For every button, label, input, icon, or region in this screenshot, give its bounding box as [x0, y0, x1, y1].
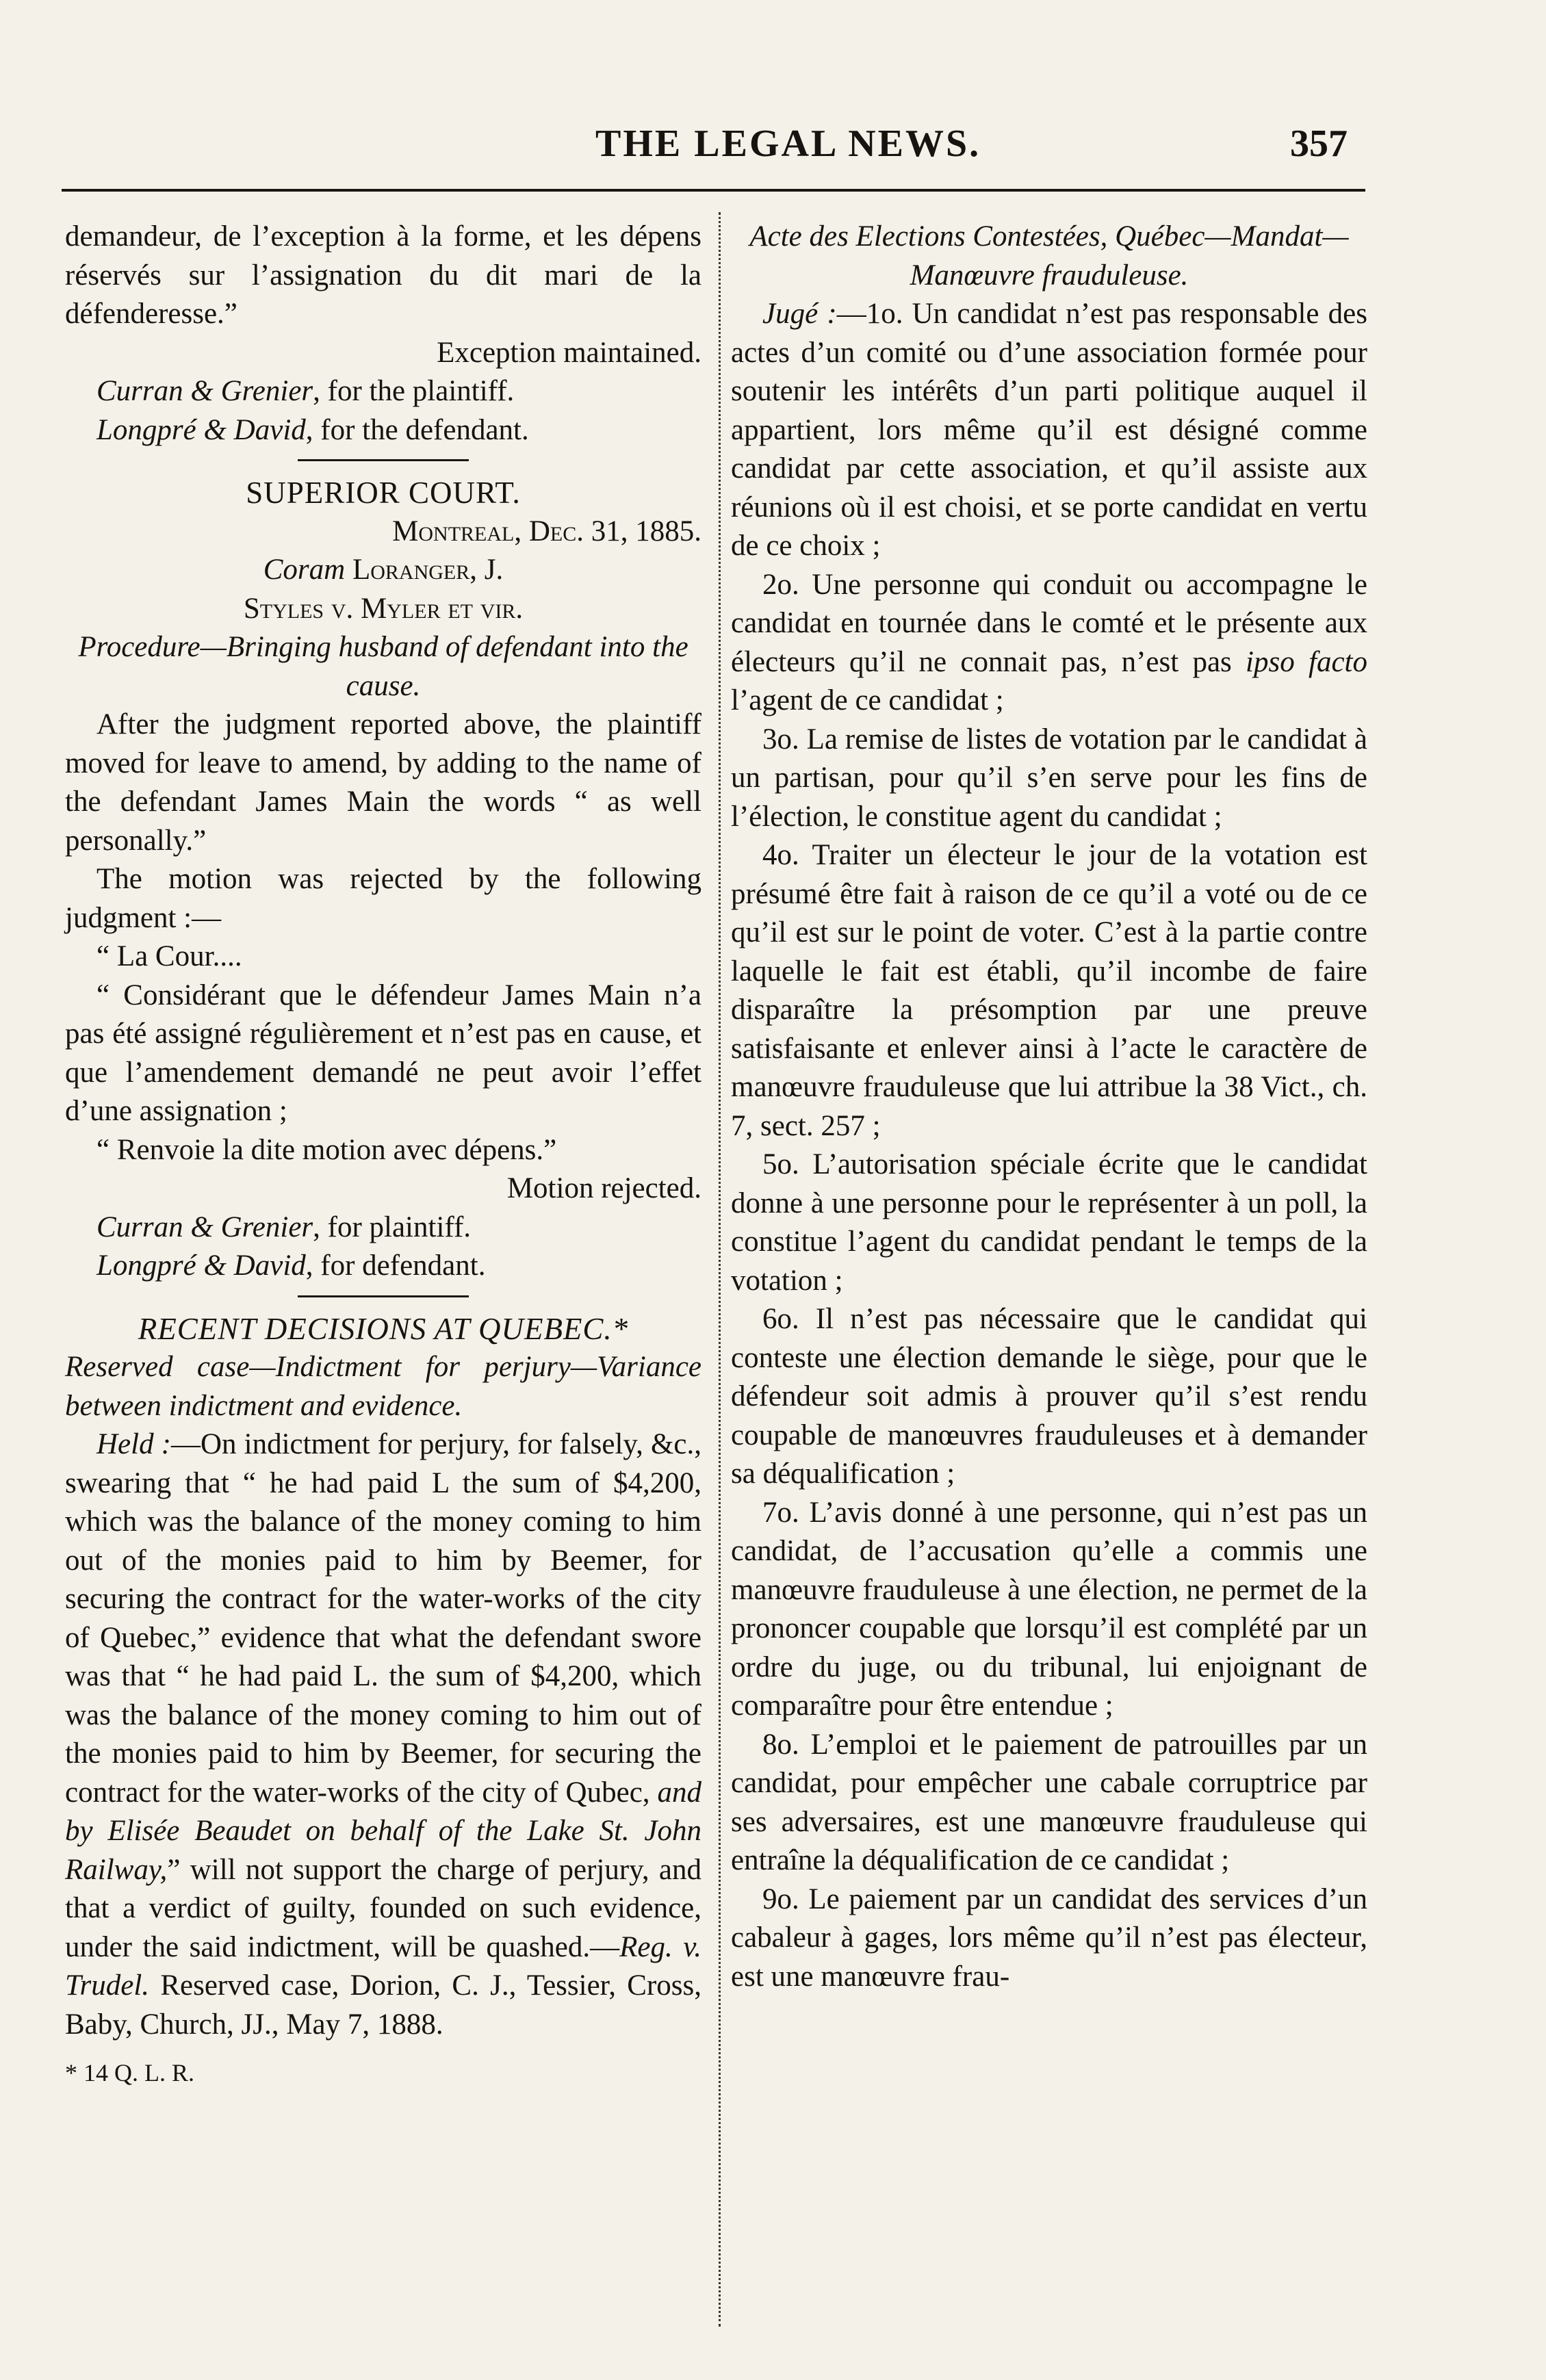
- footnote: * 14 Q. L. R.: [65, 2059, 194, 2086]
- court-heading: SUPERIOR COURT.: [246, 476, 521, 510]
- numbered-item: 8o. L’emploi et le paiement de patrouilles par un candidat, pour empêcher une cabale corruptrice par ses adversaires, est une manœuvre frauduleuse qui entraîne la déqualification de ce candidat ;: [731, 1728, 1367, 1876]
- item-text: 2o. Une personne qui conduit ou accompagne le candidat en tournée dans le comté et le présente aux électeurs qu’il ne connait pas, n’est pas: [731, 568, 1367, 678]
- section-rule: [298, 459, 469, 461]
- counsel-defendant: [65, 411, 701, 450]
- body-paragraph: After the judgment reported above, the plaintiff moved for leave to amend, by adding to the name of the defendant James Main the words “ as well personally.”: [65, 708, 701, 857]
- counsel-plaintiff: [65, 1208, 701, 1247]
- judgment-quote: “ La Cour....: [96, 940, 242, 972]
- counsel-plaintiff: [65, 372, 701, 411]
- numbered-item: 3o. La remise de listes de votation par le candidat à un partisan, pour qu’il s’en serve pour les fins de l’élection, le constitue agent du candidat ;: [731, 723, 1367, 833]
- numbered-item: 5o. L’autorisation spéciale écrite que le candidat donne à une personne pour le représenter à un poll, la constitue l’agent du candidat pendant le temps de la votation ;: [731, 1148, 1367, 1297]
- header-rule: [62, 189, 1365, 192]
- page-header: [0, 122, 1546, 177]
- ruling-line: Exception maintained.: [437, 336, 701, 369]
- numbered-item: 4o. Traiter un électeur le jour de la votation est présumé être fait à raison de ce qu’il a voté ou de ce qu’il est sur le point de voter. C’est à la partie contre laquelle le fait est établi, qu’il incombe de faire disparaître la présomption par une preuve satisfaisante et enlever ainsi à l’acte le caractère de manœuvre frauduleuse que lui attribue la 38 Vict., ch. 7, sect. 257 ;: [731, 839, 1367, 1142]
- counsel-defendant: [65, 1247, 701, 1286]
- counsel-name: Curran & Grenier: [96, 1211, 313, 1243]
- page-number: 357: [1290, 122, 1348, 165]
- coram-word: Coram: [263, 554, 346, 586]
- juge-label: Jugé :: [762, 298, 837, 330]
- judgment-quote: “ Considérant que le défendeur James Main n’a pas été assigné régulièrement et n’est pas en cause, et que l’amendement demandé ne peut avoir l’effet d’une assignation ;: [65, 979, 701, 1127]
- case-subject: Procedure—Bringing husband of defendant into the cause.: [78, 631, 688, 702]
- running-title: THE LEGAL NEWS.: [595, 122, 981, 165]
- counsel-name: Longpré & David: [96, 413, 306, 446]
- numbered-item: [731, 295, 1367, 566]
- case-citation: Reg. v. Trudel.: [65, 1930, 701, 2002]
- continuation-paragraph: demandeur, de l’exception à la forme, et les dépens réservés sur l’assignation du dit mari de la défenderesse.”: [65, 220, 701, 330]
- left-column: [65, 218, 701, 2093]
- date-line: Montreal, Dec. 31, 1885.: [392, 515, 701, 547]
- item-italic: ipso facto: [1246, 645, 1367, 678]
- counsel-role: , for the plaintiff.: [313, 375, 515, 407]
- item-text: —1o. Un candidat n’est pas responsable des actes d’un comité ou d’une association formée pour soutenir les intérêts d’un parti politique auquel il appartient, lors même qu’il est désigné comme candidat par cette association, et qu’il assiste aux réunions où il est choisi, et se porte candidat en vertu de ce choix ;: [731, 298, 1367, 562]
- case-parties: Styles v. Myler et vir.: [243, 592, 524, 625]
- held-label: Held :: [96, 1428, 171, 1460]
- numbered-item: [731, 566, 1367, 721]
- counsel-role: , for defendant.: [305, 1250, 486, 1282]
- numbered-item: 9o. Le paiement par un candidat des services d’un cabaleur à gages, lors même qu’il n’est pas électeur, est une manœuvre frau-: [731, 1883, 1367, 1993]
- column-divider: [719, 212, 722, 2327]
- right-column: [731, 218, 1367, 1996]
- section-heading: Acte des Elections Contestées, Québec—Mandat—Manœuvre frauduleuse.: [749, 220, 1349, 292]
- counsel-name: Longpré & David: [96, 1250, 306, 1282]
- numbered-item: 6o. Il n’est pas nécessaire que le candidat qui conteste une élection demande le siège, pour que le défendeur soit admis à prouver qu’il s’est rendu coupable de manœuvres frauduleuses et à demander sa déqualification ;: [731, 1303, 1367, 1490]
- item-text: l’agent de ce candidat ;: [731, 684, 1004, 716]
- held-italic: and by Elisée Beaudet on behalf of the Lake St. John Railway,: [65, 1776, 701, 1886]
- judge-name: Loranger, J.: [352, 554, 504, 586]
- body-paragraph: The motion was rejected by the following judgment :—: [65, 863, 701, 934]
- ruling-line: Motion rejected.: [506, 1172, 701, 1204]
- counsel-role: , for the defendant.: [305, 413, 529, 446]
- held-text: Reserved case, Dorion, C. J., Tessier, Cross, Baby, Church, JJ., May 7, 1888.: [65, 1969, 701, 2041]
- coram-line: [65, 551, 701, 590]
- counsel-role: , for plaintiff.: [313, 1211, 472, 1243]
- judgment-quote: “ Renvoie la dite motion avec dépens.”: [96, 1133, 557, 1166]
- held-text: —On indictment for perjury, for falsely, &c., swearing that “ he had paid L the sum of $4,200, which was the balance of the money coming to him out of the monies paid to him by Beemer, for securing the contract for the water-works of the city of Quebec,” evidence that what the defendant swore was that “ he had paid L. the sum of $4,200, which was the balance of the money coming to him out of the monies paid to him by Beemer, for securing the contract for the water-works of the city of Qubec,: [65, 1428, 701, 1809]
- counsel-name: Curran & Grenier: [96, 375, 313, 407]
- case-subject: Reserved case—Indictment for perjury—Variance between indictment and evidence.: [65, 1351, 701, 1422]
- section-rule: [298, 1295, 469, 1297]
- held-paragraph: [65, 1425, 701, 2044]
- section-heading: RECENT DECISIONS AT QUEBEC.*: [138, 1311, 629, 1346]
- numbered-item: 7o. L’avis donné à une personne, qui n’est pas un candidat, de l’accusation qu’elle a commis une manœuvre frauduleuse à une élection, ne permet de la prononcer coupable que lorsqu’il est complété par un ordre du juge, ou du tribunal, lui enjoignant de comparaître pour être entendue ;: [731, 1496, 1367, 1722]
- held-text: ” will not support the charge of perjury, and that a verdict of guilty, founded on such evidence, under the said indictment, will be quashed.—: [65, 1853, 701, 1963]
